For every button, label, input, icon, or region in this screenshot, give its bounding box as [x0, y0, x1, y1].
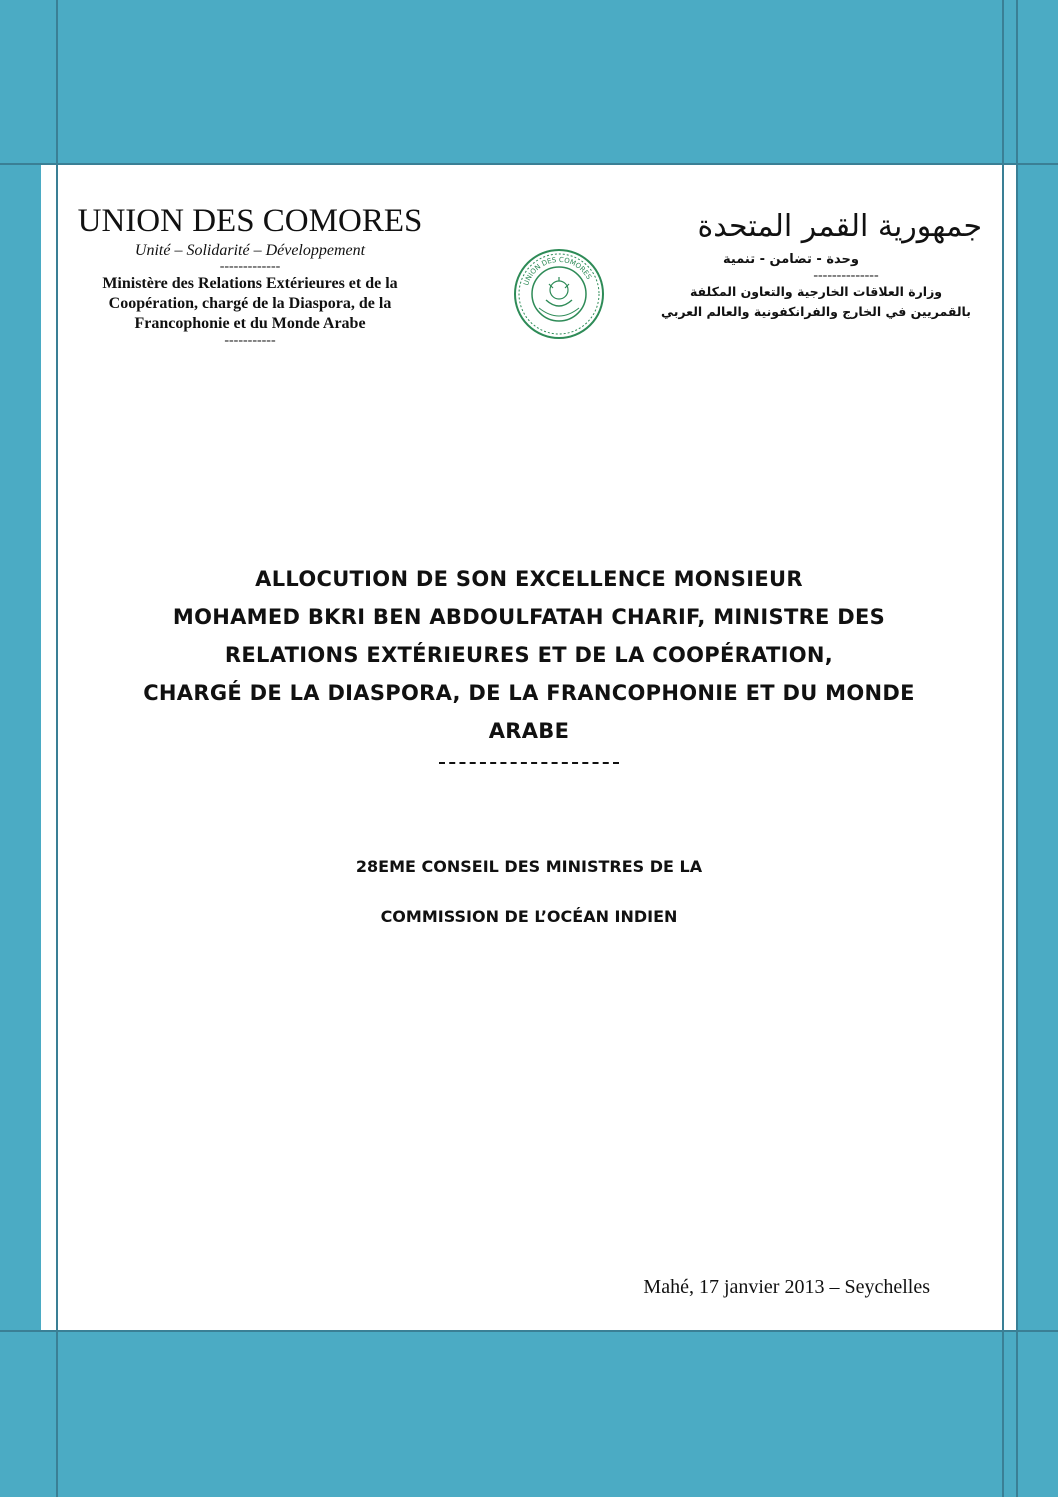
ministry-name-ar-line2: بالقمريين في الخارج والفرانكفونية والعالم العربي: [661, 304, 971, 319]
date-place: Mahé, 17 janvier 2013 – Seychelles: [643, 1276, 930, 1298]
ministry-name-fr: Ministère des Relations Extérieures et de la Coopération, chargé de la Diaspora, de la Francophonie et du Monde Arabe: [102, 275, 398, 332]
arabic-letterhead: [650, 204, 982, 322]
country-title-ar: جمهورية القمر المتحدة: [697, 209, 982, 244]
frame-line-right: [1002, 0, 1004, 1497]
left-band: [0, 164, 41, 1331]
motto-ar: وحدة - تضامن - تنمية: [723, 252, 859, 267]
motto-fr: Unité – Solidarité – Développement: [134, 242, 366, 259]
ministry-name-ar-line1: وزارة العلاقات الخارجية والتعاون المكلفة: [689, 284, 943, 299]
event-line-2: COMMISSION DE L’OCÉAN INDIEN: [380, 907, 678, 926]
french-letterhead: [60, 200, 440, 348]
event-subtitle: [200, 855, 858, 929]
title-line-3: RELATIONS EXTÉRIEURES ET DE LA COOPÉRATION,: [224, 643, 834, 667]
country-title-fr: UNION DES COMORES: [77, 203, 423, 239]
bottom-band: [0, 1331, 1058, 1497]
title-line-4: CHARGÉ DE LA DIASPORA, DE LA FRANCOPHONIE ET DU MONDE: [143, 681, 915, 705]
title-separator: [439, 762, 619, 764]
title-line-5: ARABE: [488, 719, 570, 743]
separator-fr-top: -------------: [219, 259, 281, 274]
frame-line-far-right: [1016, 0, 1018, 1497]
separator-ar: --------------: [813, 268, 879, 283]
seal-text: UNION DES COMORES: [522, 255, 593, 287]
frame-line-top: [0, 163, 1058, 165]
frame-line-left: [56, 0, 58, 1497]
title-line-2: MOHAMED BKRI BEN ABDOULFATAH CHARIF, MINISTRE DES: [172, 605, 886, 629]
right-band: [1017, 164, 1058, 1331]
national-seal-icon: [513, 248, 605, 340]
separator-fr-bottom: -----------: [224, 333, 276, 348]
speech-title: [110, 560, 948, 750]
top-band: [0, 0, 1058, 164]
frame-line-bottom: [0, 1330, 1058, 1332]
event-line-1: 28EME CONSEIL DES MINISTRES DE LA: [355, 857, 703, 876]
title-line-1: ALLOCUTION DE SON EXCELLENCE MONSIEUR: [255, 567, 803, 591]
